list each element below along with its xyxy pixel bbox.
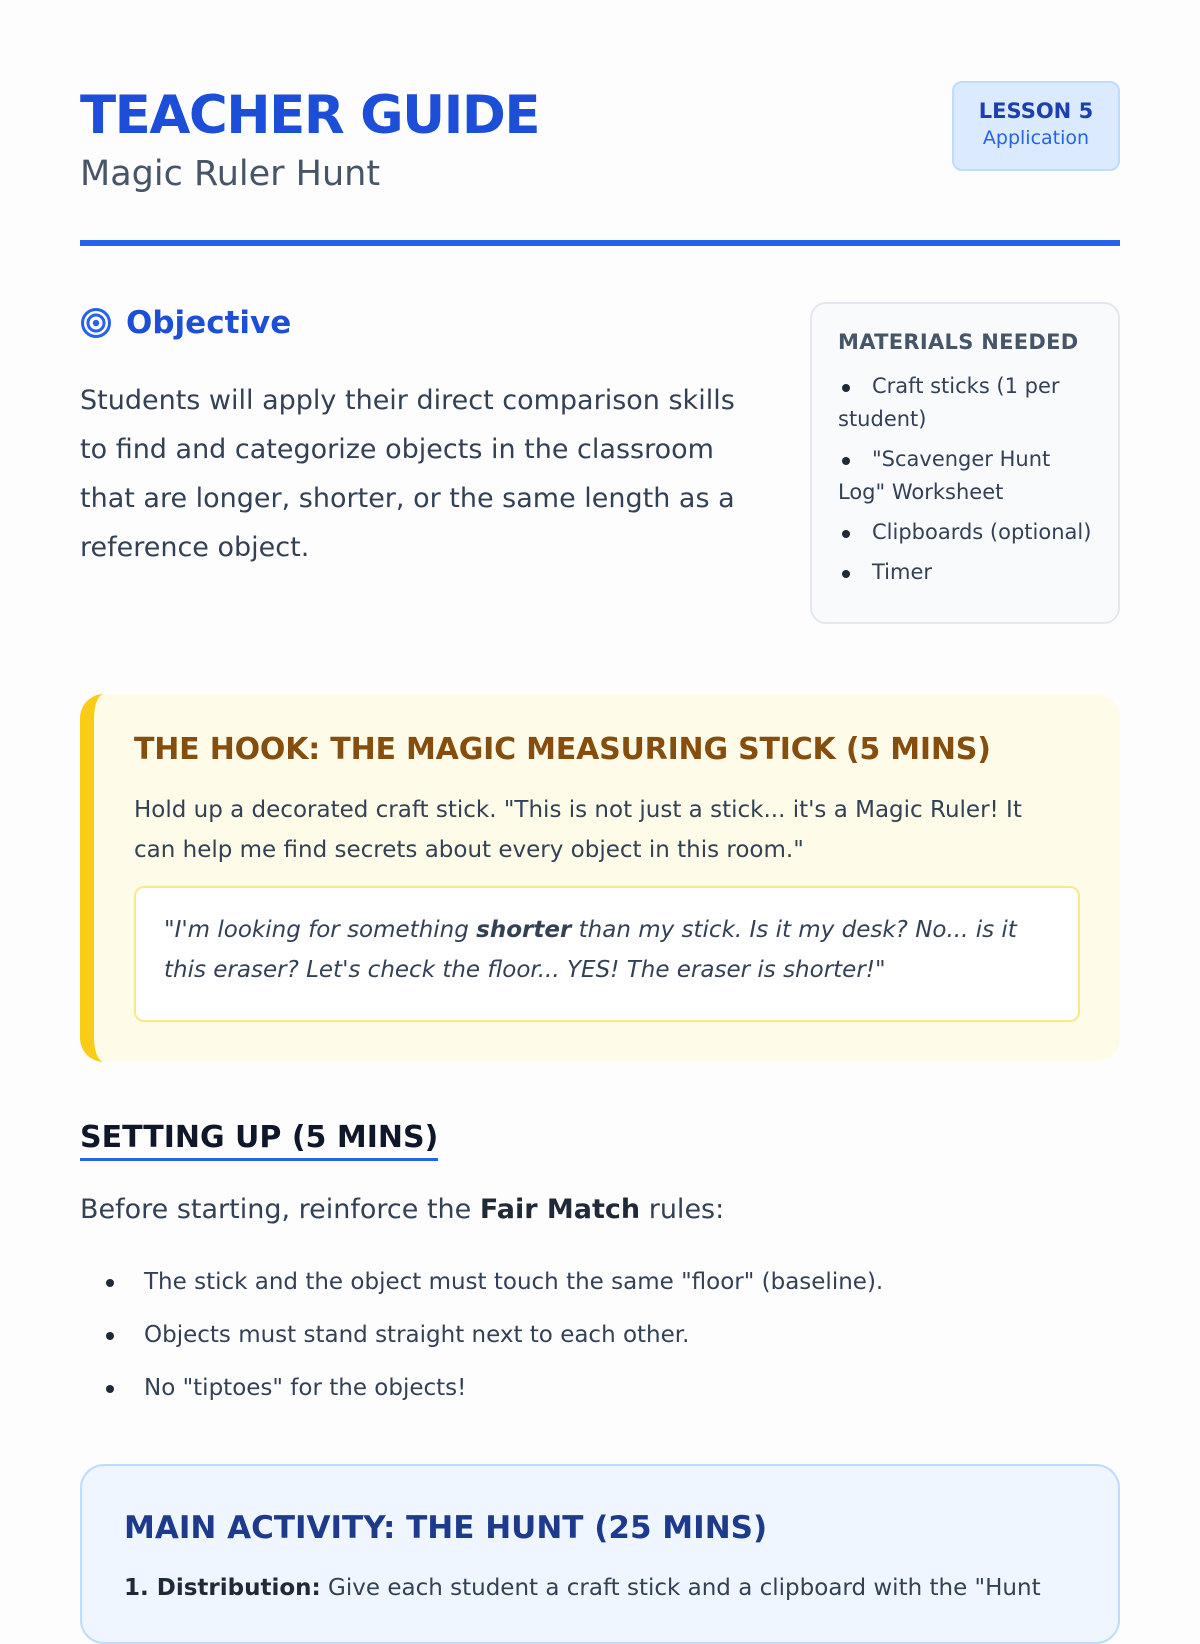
- hook-heading: THE HOOK: THE MAGIC MEASURING STICK (5 MINS): [134, 732, 991, 767]
- objective-section: [80, 298, 740, 572]
- lesson-number: LESSON 5: [978, 99, 1094, 123]
- hook-section: [80, 694, 1120, 1062]
- setup-heading: SETTING UP (5 MINS): [80, 1118, 438, 1161]
- main-activity-section: [80, 1464, 1120, 1644]
- quote-emphasis: shorter: [476, 917, 572, 943]
- quote-before: "I'm looking for something: [164, 917, 477, 943]
- main-activity-heading: MAIN ACTIVITY: THE HUNT (25 MINS): [124, 1510, 768, 1546]
- target-icon: [80, 307, 112, 339]
- lesson-type: Application: [982, 127, 1090, 149]
- lesson-badge: [952, 81, 1120, 171]
- setup-rule: Objects must stand straight next to each other.: [80, 1315, 883, 1355]
- materials-box: [810, 302, 1120, 624]
- setup-rule: The stick and the object must touch the same "floor" (baseline).: [80, 1262, 883, 1302]
- page-subtitle: Magic Ruler Hunt: [80, 154, 381, 194]
- header-divider: [80, 240, 1120, 246]
- materials-item: Craft sticks (1 per student): [838, 370, 1098, 436]
- materials-list: [838, 370, 1098, 589]
- objective-header: [80, 298, 740, 348]
- materials-item: "Scavenger Hunt Log" Worksheet: [838, 443, 1098, 509]
- materials-heading: MATERIALS NEEDED: [838, 330, 1079, 354]
- materials-item: Clipboards (optional): [838, 516, 1098, 549]
- header: [80, 80, 1120, 250]
- setup-rules-list: [80, 1262, 883, 1421]
- setup-intro: [80, 1190, 724, 1230]
- activity-step: [124, 1568, 1084, 1608]
- step-label: 1. Distribution:: [124, 1575, 321, 1601]
- step-text: Give each student a craft stick and a clipboard with the "Hunt: [320, 1575, 1041, 1601]
- materials-item: Timer: [838, 556, 1098, 589]
- quote-after: than my stick. Is it my desk? No... is it this eraser? Let's check the floor... YES! The eraser is shorter!": [164, 917, 1017, 983]
- page-title: TEACHER GUIDE: [80, 85, 540, 146]
- hook-quote: [134, 886, 1080, 1022]
- setup-intro-before: Before starting, reinforce the: [80, 1194, 480, 1225]
- setup-rule: No "tiptoes" for the objects!: [80, 1368, 883, 1408]
- objective-heading: Objective: [126, 305, 292, 341]
- fair-match-label: Fair Match: [479, 1194, 641, 1225]
- setup-intro-after: rules:: [640, 1194, 725, 1225]
- objective-text: Students will apply their direct comparison skills to find and categorize objects in the classroom that are longer, shorter, or the same length as a reference object.: [80, 385, 735, 563]
- hook-text: Hold up a decorated craft stick. "This is not just a stick... it's a Magic Ruler! It can help me find secrets about every object in this room.": [134, 797, 1022, 863]
